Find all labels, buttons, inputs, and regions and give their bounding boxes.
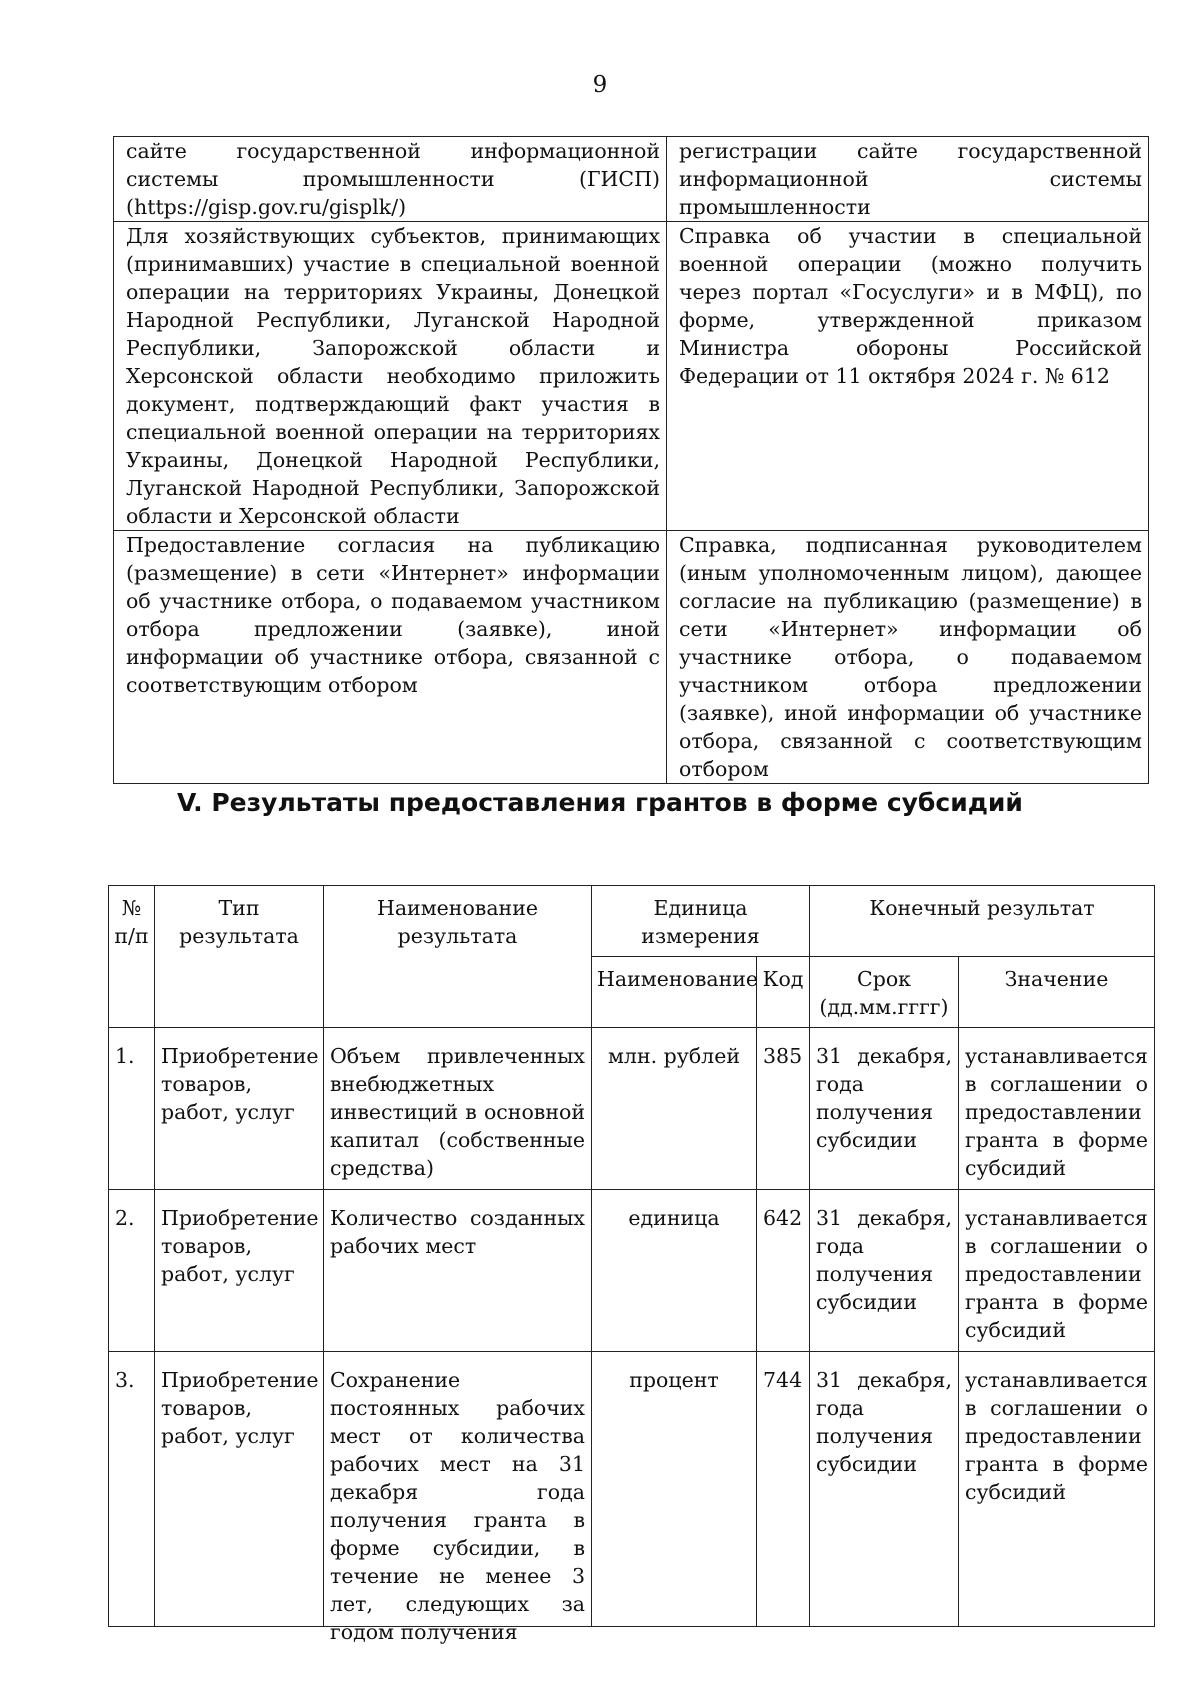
- row-type: Приобретение товаров, работ, услуг: [155, 1028, 324, 1190]
- row-deadline: 31 декабря, года получения субсидии: [810, 1028, 959, 1190]
- header-row: [109, 886, 1155, 957]
- header-name: Наименование результата: [324, 886, 592, 1028]
- requirement-cell: Предоставление согласия на публикацию (размещение) в сети «Интернет» информации об участнике отбора, о подаваемом участником отбора предложении (заявке), иной информации об участнике отбора, связанной с соответствующим отбором: [114, 531, 667, 784]
- row-name-text: Сохранение постоянных рабочих мест от количества рабочих мест на 31 декабря года получения гранта в форме субсидии, в течение не менее 3 лет, следующих за годом получения: [330, 1368, 585, 1644]
- header-unit-group: Единица измерения: [592, 886, 810, 957]
- row-value: устанавливается в соглашении о предоставлении гранта в форме субсидий: [959, 1028, 1155, 1190]
- row-name: [324, 1352, 592, 1644]
- row-code: 642: [757, 1190, 810, 1352]
- header-final-group: Конечный результат: [810, 886, 1155, 957]
- row-num: 1.: [109, 1028, 155, 1190]
- document-cell: Справка, подписанная руководителем (иным уполномоченным лицом), дающее согласие на публикацию (размещение) в сети «Интернет» информации об участнике отбора, о подаваемом участником отбора предложении (заявке), иной информации об участнике отбора, связанной с соответствующим отбором: [667, 531, 1149, 784]
- document-cell: регистрации сайте государственной информационной системы промышленности: [667, 137, 1149, 222]
- page-number: 9: [592, 72, 608, 98]
- row-num: 3.: [109, 1352, 155, 1627]
- row-type: Приобретение товаров, работ, услуг: [155, 1352, 324, 1627]
- table-row: [109, 1190, 1155, 1352]
- header-value: Значение: [959, 957, 1155, 1028]
- header-unit-name: Наименование: [592, 957, 757, 1028]
- documents-table: [113, 136, 1149, 784]
- row-unit: процент: [592, 1352, 757, 1627]
- table-row: [109, 1028, 1155, 1190]
- results-table: [108, 885, 1155, 1644]
- header-deadline: Срок (дд.мм.гггг): [810, 957, 959, 1028]
- row-deadline: 31 декабря, года получения субсидии: [810, 1352, 959, 1627]
- row-unit: млн. рублей: [592, 1028, 757, 1190]
- row-unit: единица: [592, 1190, 757, 1352]
- row-name: Объем привлеченных внебюджетных инвестиций в основной капитал (собственные средства): [324, 1028, 592, 1190]
- header-type: Тип результата: [155, 886, 324, 1028]
- table-row: [109, 1352, 1155, 1627]
- header-unit-code: Код: [757, 957, 810, 1028]
- row-num: 2.: [109, 1190, 155, 1352]
- requirement-cell: Для хозяйствующих субъектов, принимающих (принимавших) участие в специальной военной операции на территориях Украины, Донецкой Народной Республики, Луганской Народной Республики, Запорожской области и Херсонской области необходимо приложить документ, подтверждающий факт участия в специальной военной операции на территориях Украины, Донецкой Народной Республики, Луганской Народной Республики, Запорожской области и Херсонской области: [114, 222, 667, 531]
- table-row: [114, 222, 1149, 531]
- table-row: [114, 137, 1149, 222]
- table-row: [114, 531, 1149, 784]
- row-value: устанавливается в соглашении о предоставлении гранта в форме субсидий: [959, 1352, 1155, 1627]
- requirement-cell: сайте государственной информационной системы промышленности (ГИСП) (https://gisp.gov.ru/gisplk/): [114, 137, 667, 222]
- row-type: Приобретение товаров, работ, услуг: [155, 1190, 324, 1352]
- header-num: № п/п: [109, 886, 155, 1028]
- row-value: устанавливается в соглашении о предоставлении гранта в форме субсидий: [959, 1190, 1155, 1352]
- row-deadline: 31 декабря, года получения субсидии: [810, 1190, 959, 1352]
- row-code: 744: [757, 1352, 810, 1627]
- row-code: 385: [757, 1028, 810, 1190]
- section-title: V. Результаты предоставления грантов в форме субсидий: [177, 788, 1023, 817]
- row-name: Количество созданных рабочих мест: [324, 1190, 592, 1352]
- document-cell: Справка об участии в специальной военной операции (можно получить через портал «Госуслуги» и в МФЦ), по форме, утвержденной приказом Министра обороны Российской Федерации от 11 октября 2024 г. № 612: [667, 222, 1149, 531]
